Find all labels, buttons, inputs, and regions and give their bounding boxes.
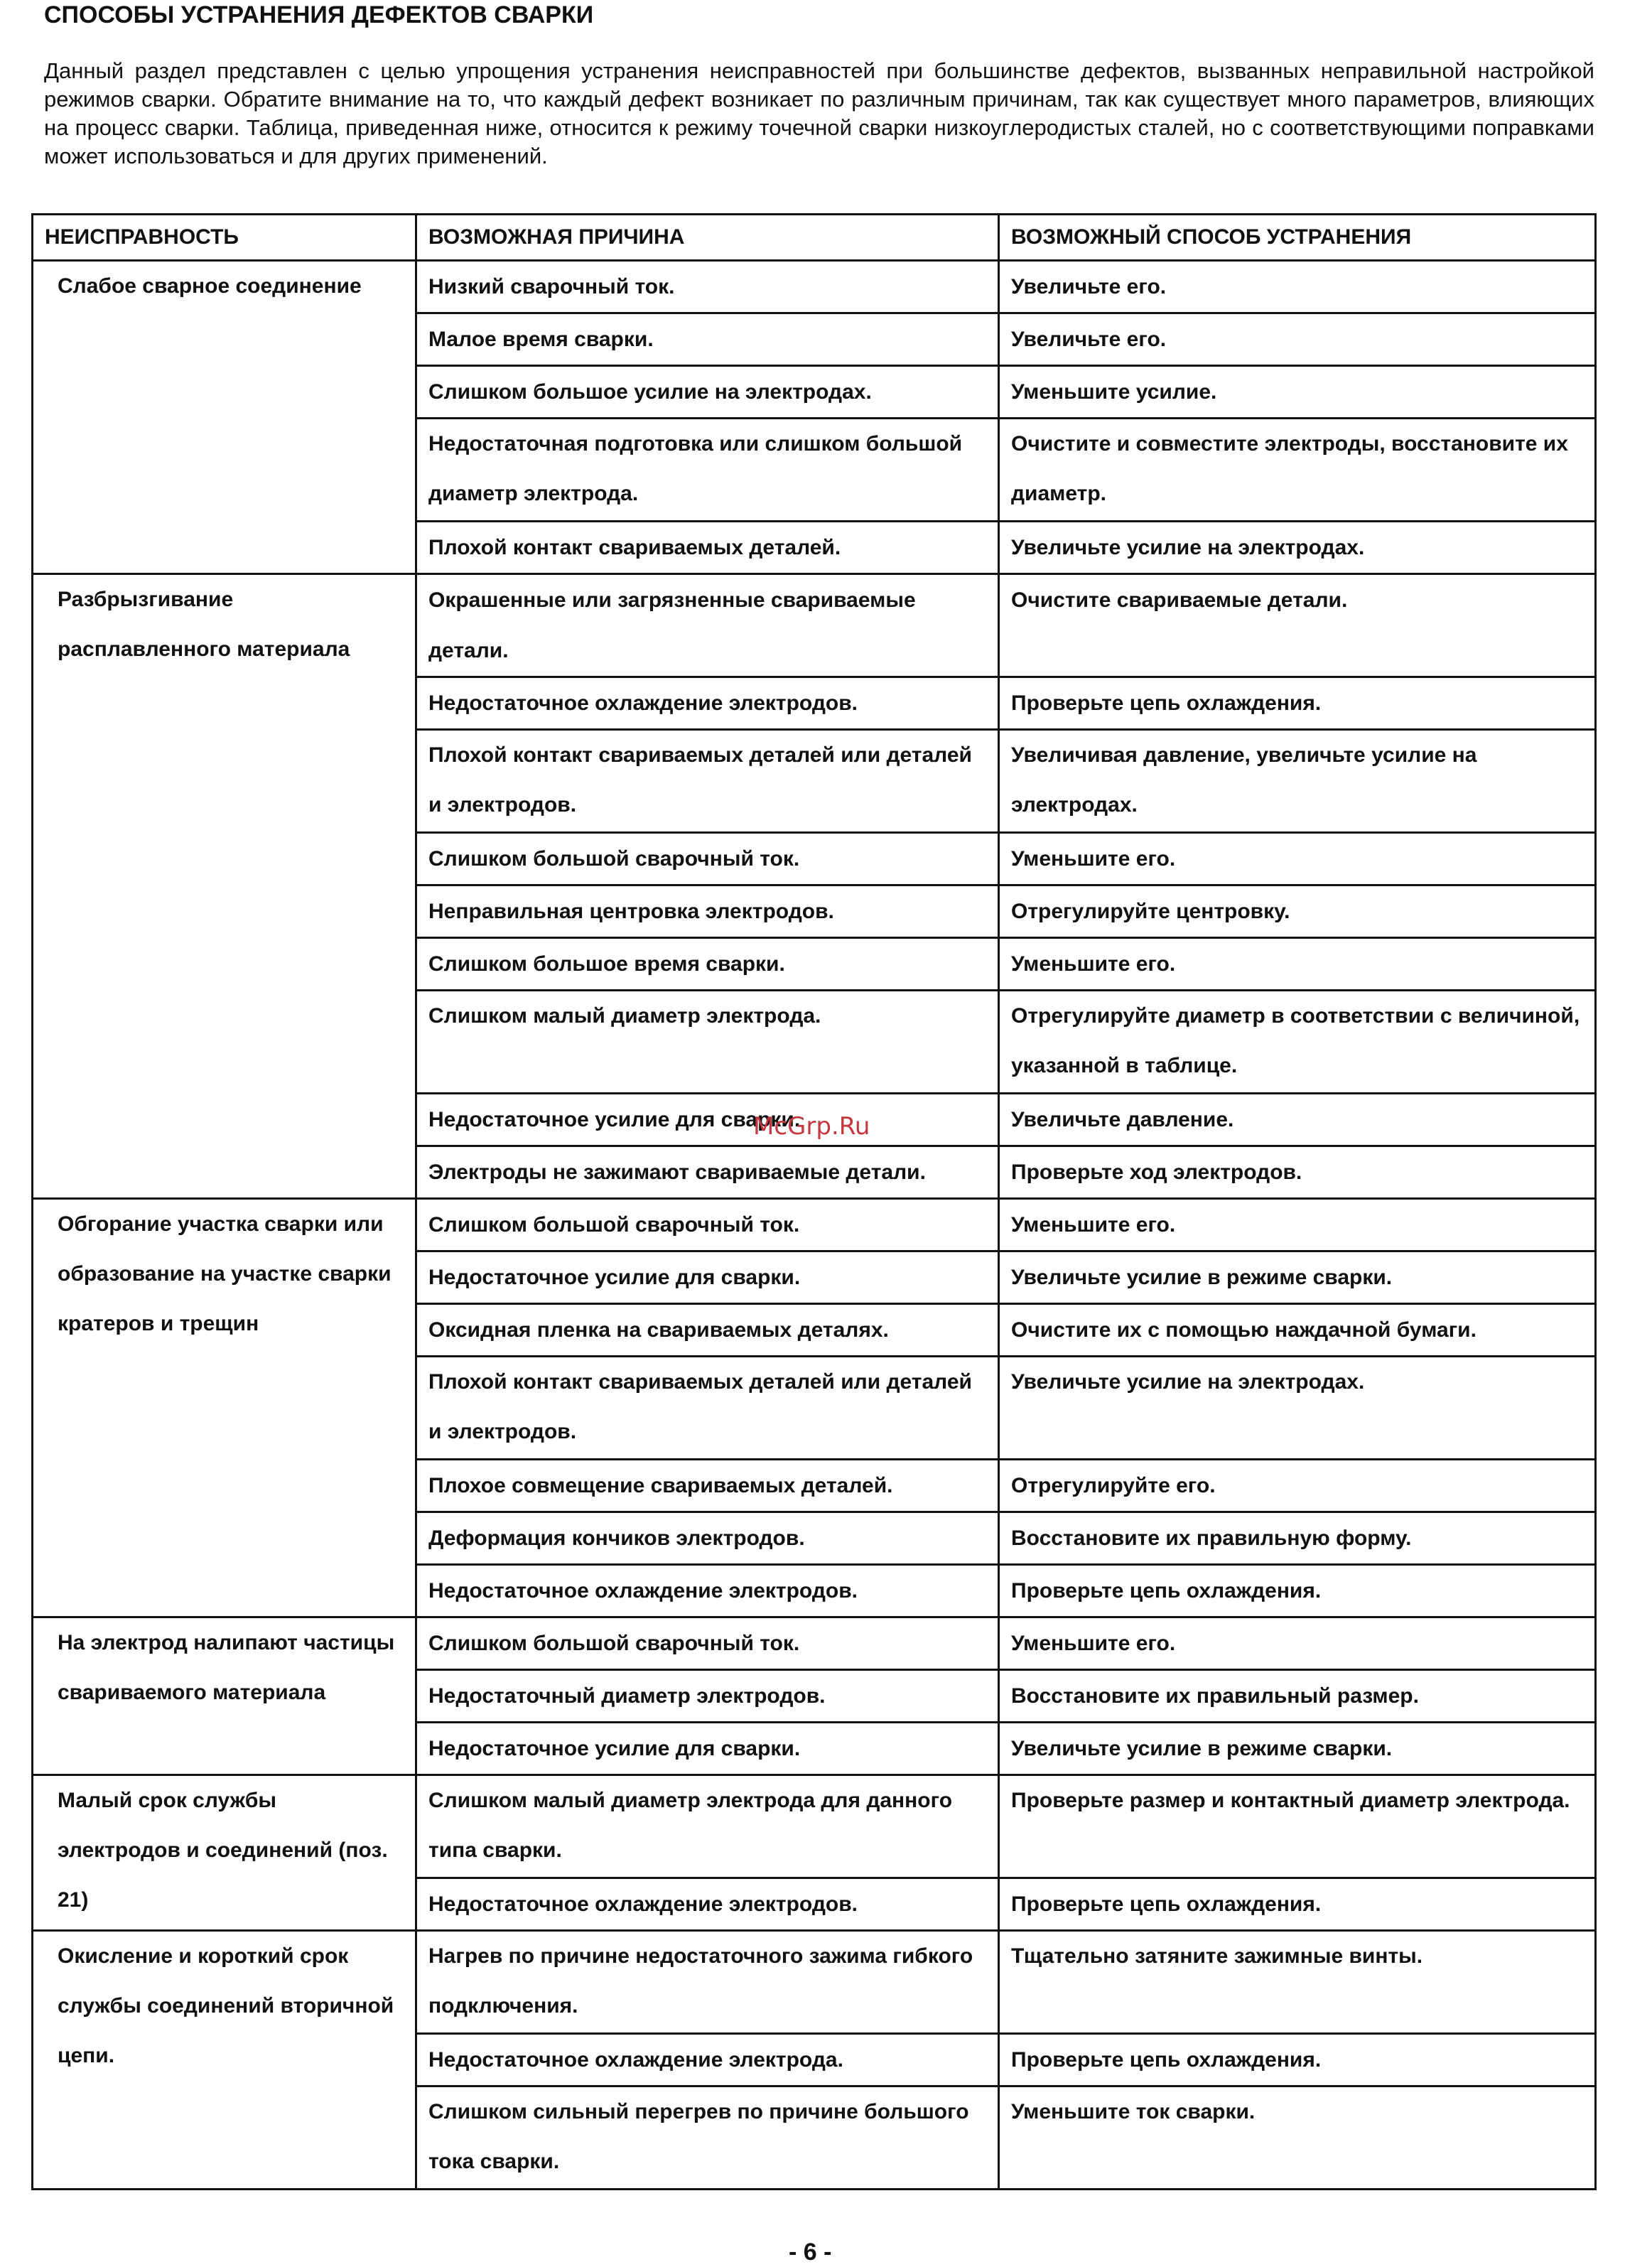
table-row [33, 1775, 1596, 1878]
table-body [33, 261, 1596, 2190]
cause-cell: Слишком малый диаметр электрода для данного типа сварки. [416, 1775, 999, 1878]
cause-cell: Плохой контакт свариваемых деталей. [416, 522, 999, 574]
cause-cell: Слишком большой сварочный ток. [416, 1617, 999, 1670]
cause-cell: Недостаточное охлаждение электродов. [416, 1565, 999, 1617]
fix-cell: Увеличьте усилие в режиме сварки. [999, 1251, 1596, 1304]
cause-cell: Окрашенные или загрязненные свариваемые детали. [416, 574, 999, 677]
fix-cell: Уменьшите его. [999, 938, 1596, 991]
fix-cell: Увеличьте его. [999, 313, 1596, 366]
page-number: - 6 - [789, 2239, 832, 2266]
cause-cell: Нагрев по причине недостаточного зажима гибкого подключения. [416, 1931, 999, 2034]
table-row [33, 1617, 1596, 1670]
fix-cell: Отрегулируйте его. [999, 1460, 1596, 1512]
watermark: McGrp.Ru [753, 1112, 870, 1141]
cause-cell: Электроды не зажимают свариваемые детали. [416, 1146, 999, 1199]
fix-cell: Восстановите их правильную форму. [999, 1512, 1596, 1565]
fix-cell: Тщательно затяните зажимные винты. [999, 1931, 1596, 2034]
fix-cell: Проверьте размер и контактный диаметр электрода. [999, 1775, 1596, 1878]
cause-cell: Плохое совмещение свариваемых деталей. [416, 1460, 999, 1512]
fault-cell: Малый срок службы электродов и соединений (поз. 21) [33, 1775, 416, 1931]
header-fix: ВОЗМОЖНЫЙ СПОСОБ УСТРАНЕНИЯ [999, 215, 1596, 261]
cause-cell: Недостаточное охлаждение электрода. [416, 2034, 999, 2086]
cause-cell: Недостаточная подготовка или слишком большой диаметр электрода. [416, 419, 999, 522]
table-row [33, 1931, 1596, 2034]
cause-cell: Слишком сильный перегрев по причине большого тока сварки. [416, 2086, 999, 2190]
fix-cell: Восстановите их правильный размер. [999, 1670, 1596, 1723]
fix-cell: Проверьте ход электродов. [999, 1146, 1596, 1199]
header-fault: НЕИСПРАВНОСТЬ [33, 215, 416, 261]
fix-cell: Проверьте цепь охлаждения. [999, 1878, 1596, 1931]
cause-cell: Плохой контакт свариваемых деталей или деталей и электродов. [416, 1357, 999, 1460]
cause-cell: Недостаточное усилие для сварки. [416, 1094, 999, 1146]
fix-cell: Увеличьте усилие на электродах. [999, 522, 1596, 574]
fault-cell: Разбрызгивание расплавленного материала [33, 574, 416, 1199]
cause-cell: Деформация кончиков электродов. [416, 1512, 999, 1565]
fix-cell: Отрегулируйте диаметр в соответствии с величиной, указанной в таблице. [999, 991, 1596, 1094]
header-cause: ВОЗМОЖНАЯ ПРИЧИНА [416, 215, 999, 261]
fix-cell: Уменьшите его. [999, 1617, 1596, 1670]
fix-cell: Уменьшите его. [999, 833, 1596, 885]
fix-cell: Очистите и совместите электроды, восстановите их диаметр. [999, 419, 1596, 522]
cause-cell: Малое время сварки. [416, 313, 999, 366]
page-title: СПОСОБЫ УСТРАНЕНИЯ ДЕФЕКТОВ СВАРКИ [44, 1, 594, 28]
cause-cell: Недостаточное охлаждение электродов. [416, 677, 999, 730]
fix-cell: Увеличьте его. [999, 261, 1596, 313]
cause-cell: Недостаточное усилие для сварки. [416, 1251, 999, 1304]
fix-cell: Увеличьте давление. [999, 1094, 1596, 1146]
fix-cell: Увеличьте усилие на электродах. [999, 1357, 1596, 1460]
fault-cell: Окисление и короткий срок службы соединений вторичной цепи. [33, 1931, 416, 2190]
cause-cell: Слишком большой сварочный ток. [416, 833, 999, 885]
fault-cell: Слабое сварное соединение [33, 261, 416, 574]
table-row [33, 261, 1596, 313]
cause-cell: Плохой контакт свариваемых деталей или деталей и электродов. [416, 730, 999, 833]
cause-cell: Низкий сварочный ток. [416, 261, 999, 313]
fix-cell: Отрегулируйте центровку. [999, 885, 1596, 938]
fix-cell: Уменьшите его. [999, 1199, 1596, 1251]
table-row [33, 574, 1596, 677]
fix-cell: Очистите свариваемые детали. [999, 574, 1596, 677]
cause-cell: Слишком большое усилие на электродах. [416, 366, 999, 419]
fix-cell: Проверьте цепь охлаждения. [999, 677, 1596, 730]
table-row [33, 1199, 1596, 1251]
defects-table [31, 213, 1597, 2190]
fix-cell: Увеличьте усилие в режиме сварки. [999, 1723, 1596, 1775]
cause-cell: Недостаточный диаметр электродов. [416, 1670, 999, 1723]
fix-cell: Уменьшите ток сварки. [999, 2086, 1596, 2190]
cause-cell: Оксидная пленка на свариваемых деталях. [416, 1304, 999, 1357]
fix-cell: Увеличивая давление, увеличьте усилие на электродах. [999, 730, 1596, 833]
cause-cell: Слишком большой сварочный ток. [416, 1199, 999, 1251]
fix-cell: Очистите их с помощью наждачной бумаги. [999, 1304, 1596, 1357]
cause-cell: Недостаточное усилие для сварки. [416, 1723, 999, 1775]
fix-cell: Уменьшите усилие. [999, 366, 1596, 419]
fix-cell: Проверьте цепь охлаждения. [999, 1565, 1596, 1617]
cause-cell: Слишком большое время сварки. [416, 938, 999, 991]
table-header-row [33, 215, 1596, 261]
fault-cell: На электрод налипают частицы свариваемого материала [33, 1617, 416, 1775]
intro-paragraph: Данный раздел представлен с целью упрощения устранения неисправностей при большинстве дефектов, вызванных неправильной настройкой режимов сварки. Обратите внимание на то, что каждый дефект возникает по различным причинам, так как существует много параметров, влияющих на процесс сварки. Таблица, приведенная ниже, относится к режиму точечной сварки низкоуглеродистых сталей, но с соответствующими поправками может использоваться и для других применений. [44, 58, 1594, 168]
cause-cell: Слишком малый диаметр электрода. [416, 991, 999, 1094]
fault-cell: Обгорание участка сварки или образование на участке сварки кратеров и трещин [33, 1199, 416, 1617]
cause-cell: Неправильная центровка электродов. [416, 885, 999, 938]
fix-cell: Проверьте цепь охлаждения. [999, 2034, 1596, 2086]
cause-cell: Недостаточное охлаждение электродов. [416, 1878, 999, 1931]
